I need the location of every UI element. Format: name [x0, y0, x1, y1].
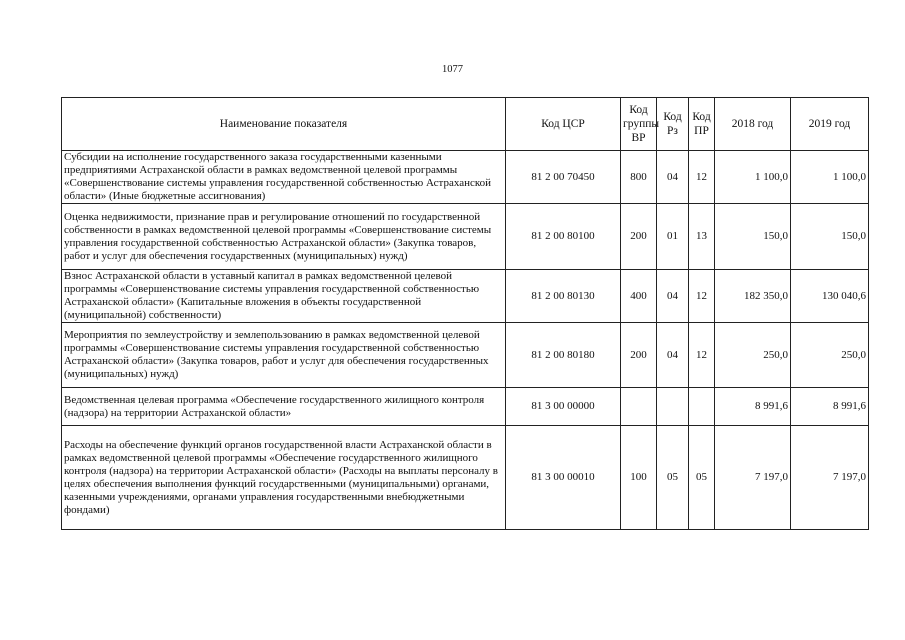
row-vr: 200 — [621, 323, 657, 388]
header-name: Наименование показателя — [62, 98, 506, 151]
row-csr: 81 2 00 80130 — [506, 270, 621, 323]
row-rz — [657, 388, 689, 426]
row-2019: 250,0 — [791, 323, 869, 388]
header-2019: 2019 год — [791, 98, 869, 151]
table-row — [62, 204, 869, 270]
header-csr: Код ЦСР — [506, 98, 621, 151]
row-2019: 1 100,0 — [791, 151, 869, 204]
table-row — [62, 388, 869, 426]
table-header-row — [62, 98, 869, 151]
header-rz: Код Рз — [657, 98, 689, 151]
row-2018: 7 197,0 — [715, 426, 791, 530]
row-name: Субсидии на исполнение государственного заказа государственными казенными предприятиями Астраханской области в рамках ведомственной целевой программы «Совершенствование системы управления государственной собственностью Астраханской области» (Иные бюджетные ассигнования) — [62, 151, 506, 204]
row-rz: 04 — [657, 151, 689, 204]
header-vr: Код группы ВР — [621, 98, 657, 151]
row-2019: 7 197,0 — [791, 426, 869, 530]
row-pr: 12 — [689, 270, 715, 323]
row-2019: 130 040,6 — [791, 270, 869, 323]
row-rz: 04 — [657, 323, 689, 388]
row-pr: 12 — [689, 323, 715, 388]
row-2019: 8 991,6 — [791, 388, 869, 426]
row-name: Взнос Астраханской области в уставный капитал в рамках ведомственной целевой программы «Совершенствование системы управления государственной собственностью Астраханской области» (Капитальные вложения в объекты государственной (муниципальной) собственности) — [62, 270, 506, 323]
row-csr: 81 2 00 80180 — [506, 323, 621, 388]
row-pr: 05 — [689, 426, 715, 530]
row-csr: 81 3 00 00000 — [506, 388, 621, 426]
row-name: Ведомственная целевая программа «Обеспечение государственного жилищного контроля (надзора) на территории Астраханской области» — [62, 388, 506, 426]
row-2019: 150,0 — [791, 204, 869, 270]
row-name: Расходы на обеспечение функций органов государственной власти Астраханской области в рамках ведомственной целевой программы «Обеспечение государственного жилищного контроля (надзора) на территории Астраханской области» (Расходы на выплаты персоналу в целях обеспечения выполнения функций государственными (муниципальными) органами, казенными учреждениями, органами управления государственными внебюджетными фондами) — [62, 426, 506, 530]
table-row — [62, 426, 869, 530]
row-2018: 182 350,0 — [715, 270, 791, 323]
row-rz: 04 — [657, 270, 689, 323]
row-2018: 8 991,6 — [715, 388, 791, 426]
page-number: 1077 — [442, 64, 463, 75]
row-name: Мероприятия по землеустройству и землепользованию в рамках ведомственной целевой программы «Совершенствование системы управления государственной собственностью Астраханской области» (Закупка товаров, работ и услуг для обеспечения государственных (муниципальных) нужд) — [62, 323, 506, 388]
row-2018: 250,0 — [715, 323, 791, 388]
table-row — [62, 323, 869, 388]
row-csr: 81 2 00 80100 — [506, 204, 621, 270]
row-2018: 1 100,0 — [715, 151, 791, 204]
row-name: Оценка недвижимости, признание прав и регулирование отношений по государственной собственности в рамках ведомственной целевой программы «Совершенствование системы управления государственной собственностью Астраханской области» (Закупка товаров, работ и услуг для обеспечения государственных (муниципальных) нужд) — [62, 204, 506, 270]
budget-table — [61, 97, 869, 530]
row-pr: 12 — [689, 151, 715, 204]
row-vr: 200 — [621, 204, 657, 270]
row-csr: 81 2 00 70450 — [506, 151, 621, 204]
row-rz: 01 — [657, 204, 689, 270]
row-2018: 150,0 — [715, 204, 791, 270]
table-row — [62, 151, 869, 204]
header-pr: Код ПР — [689, 98, 715, 151]
row-pr — [689, 388, 715, 426]
row-rz: 05 — [657, 426, 689, 530]
row-vr: 100 — [621, 426, 657, 530]
header-2018: 2018 год — [715, 98, 791, 151]
table-row — [62, 270, 869, 323]
row-vr: 400 — [621, 270, 657, 323]
row-csr: 81 3 00 00010 — [506, 426, 621, 530]
row-pr: 13 — [689, 204, 715, 270]
row-vr: 800 — [621, 151, 657, 204]
row-vr — [621, 388, 657, 426]
